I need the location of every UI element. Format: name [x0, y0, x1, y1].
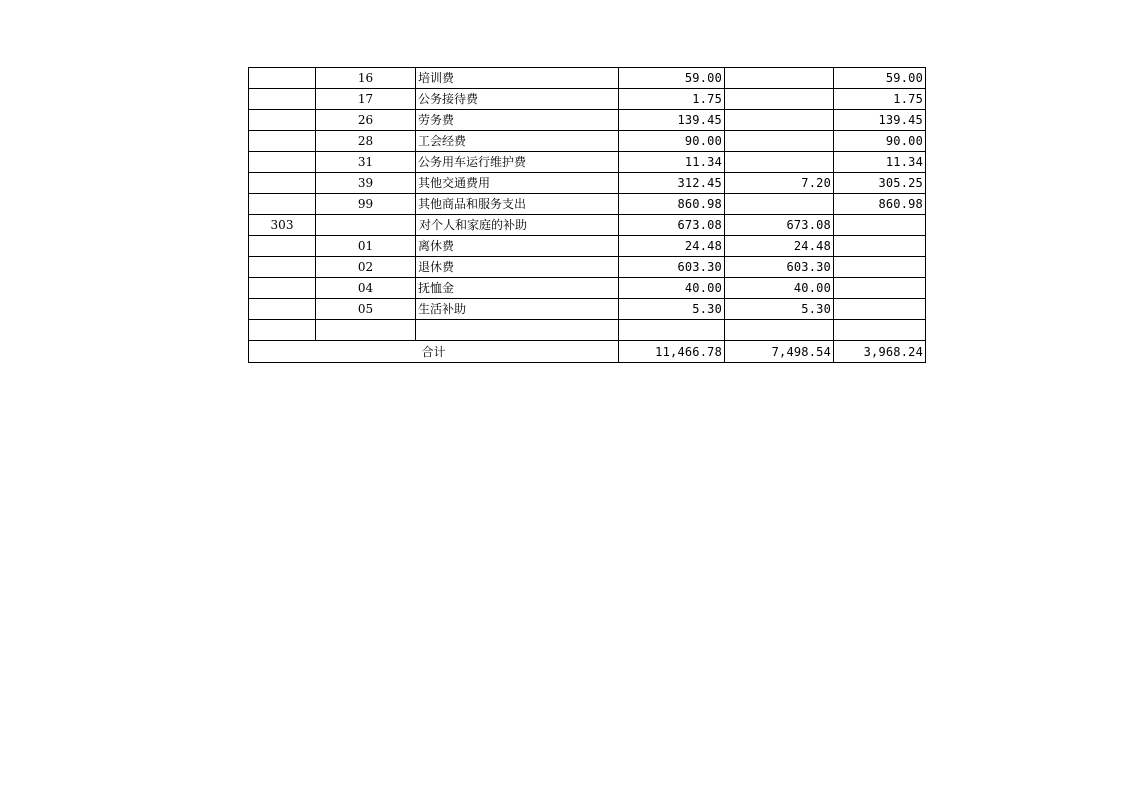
project-amount-cell: 1.75: [834, 89, 926, 110]
class-code-cell: [249, 131, 316, 152]
table-row: [249, 299, 926, 320]
project-amount-cell: 90.00: [834, 131, 926, 152]
grand-total-cell: 11,466.78: [619, 341, 725, 363]
total-amount-cell: 24.48: [619, 236, 725, 257]
class-code-cell: [249, 257, 316, 278]
class-code-cell: [249, 320, 316, 341]
table-body: [249, 68, 926, 363]
basic-total-cell: 7,498.54: [725, 341, 834, 363]
item-name-cell: [416, 320, 619, 341]
item-name-cell: 对个人和家庭的补助: [416, 215, 619, 236]
project-amount-cell: 59.00: [834, 68, 926, 89]
table-row: [249, 152, 926, 173]
total-amount-cell: 59.00: [619, 68, 725, 89]
table-row: [249, 278, 926, 299]
table-row: [249, 236, 926, 257]
total-label: 合计: [249, 341, 619, 363]
basic-amount-cell: 24.48: [725, 236, 834, 257]
project-amount-cell: 860.98: [834, 194, 926, 215]
item-name-cell: 培训费: [416, 68, 619, 89]
item-name-cell: 其他交通费用: [416, 173, 619, 194]
basic-amount-cell: [725, 89, 834, 110]
item-code-cell: 04: [316, 278, 416, 299]
class-code-cell: [249, 89, 316, 110]
expenditure-table: [248, 67, 926, 363]
item-code-cell: [316, 320, 416, 341]
class-code-cell: [249, 173, 316, 194]
item-name-cell: 劳务费: [416, 110, 619, 131]
total-amount-cell: 860.98: [619, 194, 725, 215]
table-row: [249, 320, 926, 341]
item-name-cell: 生活补助: [416, 299, 619, 320]
item-code-cell: 26: [316, 110, 416, 131]
project-amount-cell: [834, 320, 926, 341]
project-amount-cell: [834, 215, 926, 236]
project-amount-cell: [834, 278, 926, 299]
total-amount-cell: 5.30: [619, 299, 725, 320]
table-row: [249, 257, 926, 278]
project-total-cell: 3,968.24: [834, 341, 926, 363]
item-code-cell: 16: [316, 68, 416, 89]
project-amount-cell: [834, 257, 926, 278]
class-code-cell: [249, 299, 316, 320]
item-name-cell: 退休费: [416, 257, 619, 278]
basic-amount-cell: [725, 131, 834, 152]
item-code-cell: 05: [316, 299, 416, 320]
basic-amount-cell: 40.00: [725, 278, 834, 299]
item-name-cell: 其他商品和服务支出: [416, 194, 619, 215]
table-row: [249, 131, 926, 152]
basic-amount-cell: 603.30: [725, 257, 834, 278]
class-code-cell: 303: [249, 215, 316, 236]
total-amount-cell: 1.75: [619, 89, 725, 110]
project-amount-cell: [834, 299, 926, 320]
class-code-cell: [249, 110, 316, 131]
table-row: [249, 173, 926, 194]
table-row: [249, 194, 926, 215]
class-code-cell: [249, 278, 316, 299]
item-code-cell: 99: [316, 194, 416, 215]
total-amount-cell: 673.08: [619, 215, 725, 236]
basic-amount-cell: 673.08: [725, 215, 834, 236]
basic-amount-cell: [725, 68, 834, 89]
item-code-cell: 31: [316, 152, 416, 173]
item-code-cell: 39: [316, 173, 416, 194]
item-code-cell: [316, 215, 416, 236]
total-amount-cell: 11.34: [619, 152, 725, 173]
table-row: [249, 68, 926, 89]
basic-amount-cell: [725, 320, 834, 341]
item-name-cell: 工会经费: [416, 131, 619, 152]
project-amount-cell: 139.45: [834, 110, 926, 131]
basic-amount-cell: [725, 194, 834, 215]
total-amount-cell: 90.00: [619, 131, 725, 152]
item-code-cell: 01: [316, 236, 416, 257]
total-row: [249, 341, 926, 363]
total-amount-cell: 139.45: [619, 110, 725, 131]
item-code-cell: 17: [316, 89, 416, 110]
total-amount-cell: 603.30: [619, 257, 725, 278]
table-row: [249, 89, 926, 110]
project-amount-cell: 305.25: [834, 173, 926, 194]
item-name-cell: 抚恤金: [416, 278, 619, 299]
project-amount-cell: [834, 236, 926, 257]
table-row: [249, 215, 926, 236]
table-row: [249, 110, 926, 131]
item-name-cell: 公务用车运行维护费: [416, 152, 619, 173]
basic-amount-cell: [725, 152, 834, 173]
project-amount-cell: 11.34: [834, 152, 926, 173]
item-name-cell: 离休费: [416, 236, 619, 257]
total-amount-cell: 40.00: [619, 278, 725, 299]
class-code-cell: [249, 152, 316, 173]
total-amount-cell: [619, 320, 725, 341]
class-code-cell: [249, 68, 316, 89]
class-code-cell: [249, 194, 316, 215]
item-code-cell: 02: [316, 257, 416, 278]
basic-amount-cell: [725, 110, 834, 131]
basic-amount-cell: 7.20: [725, 173, 834, 194]
basic-amount-cell: 5.30: [725, 299, 834, 320]
class-code-cell: [249, 236, 316, 257]
item-name-cell: 公务接待费: [416, 89, 619, 110]
item-code-cell: 28: [316, 131, 416, 152]
total-amount-cell: 312.45: [619, 173, 725, 194]
